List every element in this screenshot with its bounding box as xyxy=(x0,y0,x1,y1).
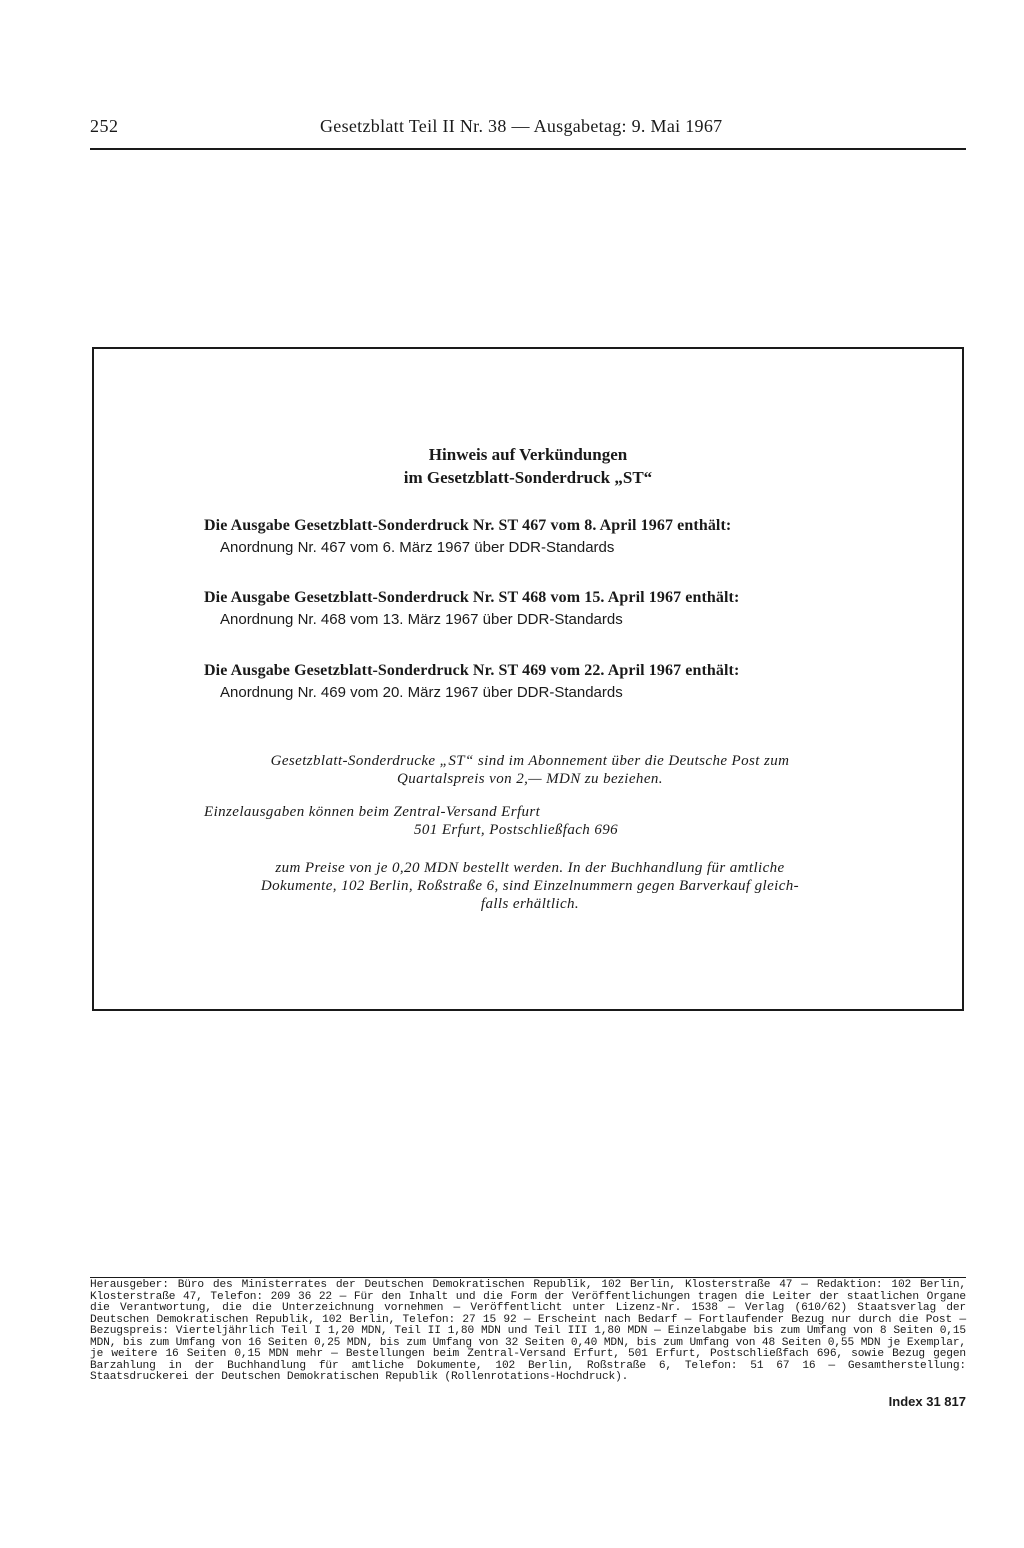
page-number: 252 xyxy=(90,116,119,136)
header-rule xyxy=(90,148,966,150)
issue-title: Die Ausgabe Gesetzblatt-Sonderdruck Nr. ST 467 vom 8. April 1967 enthält: xyxy=(204,517,732,534)
price-note xyxy=(204,859,856,913)
issue-content: Anordnung Nr. 467 vom 6. März 1967 über DDR-Standards xyxy=(220,539,615,556)
single-issue-line1: Einzelausgaben können beim Zentral-Versand Erfurt xyxy=(204,804,541,820)
issue-content: Anordnung Nr. 468 vom 13. März 1967 über DDR-Standards xyxy=(220,611,623,628)
imprint: Herausgeber: Büro des Ministerrates der Deutschen Demokratischen Republik, 102 Berlin, Klosterstraße 47 — Redaktion: 102 Berlin, Klosterstraße 47, Telefon: 209 36 22 — Für den Inhalt und die Form der Veröffentlichungen tragen die Leiter der staatlichen Organe die Verantwortung, die die Unterzeichnung vornehmen — Veröffentlicht unter Lizenz-Nr. 1538 — Verlag (610/62) Staatsverlag der Deutschen Demokratischen Republik, 102 Berlin, Telefon: 27 15 92 — Erscheint nach Bedarf — Fortlaufender Bezug nur durch die Post — Bezugspreis: Vierteljährlich Teil I 1,20 MDN, Teil II 1,80 MDN und Teil III 1,80 MDN — Einzelabgabe bis zum Umfang von 8 Seiten 0,15 MDN, bis zum Umfang von 16 Seiten 0,25 MDN, bis zum Umfang von 32 Seiten 0,40 MDN, bis zum Umfang von 48 Seiten 0,55 MDN je Exemplar, je weitere 16 Seiten 0,15 MDN mehr — Bestellungen beim Zentral-Versand Erfurt, 501 Erfurt, Postschließfach 696, sowie Bezug gegen Barzahlung in der Buchhandlung für amtliche Dokumente, 102 Berlin, Roßstraße 6, Telefon: 51 67 16 — Gesamtherstellung: Staatsdruckerei der Deutschen Demokratischen Republik (Rollenrotations-Hochdruck). xyxy=(90,1279,966,1383)
single-issue-note xyxy=(204,803,856,839)
subscription-line2: Quartalspreis von 2,— MDN zu beziehen. xyxy=(397,771,663,787)
issue-entry xyxy=(204,515,731,559)
notice-heading xyxy=(94,443,962,489)
price-line1: zum Preise von je 0,20 MDN bestellt werden. In der Buchhandlung für amtliche xyxy=(275,860,785,876)
issue-entry xyxy=(204,587,739,631)
issue-title: Die Ausgabe Gesetzblatt-Sonderdruck Nr. ST 468 vom 15. April 1967 enthält: xyxy=(204,589,740,606)
notice-heading-line2: im Gesetzblatt-Sonderdruck „ST“ xyxy=(403,468,653,487)
issue-entry xyxy=(204,660,739,704)
subscription-line1: Gesetzblatt-Sonderdrucke „ST“ sind im Abonnement über die Deutsche Post zum xyxy=(270,753,790,769)
price-line3: falls erhältlich. xyxy=(480,896,580,912)
index-label: Index 31 817 xyxy=(888,1394,966,1409)
single-issue-line2: 501 Erfurt, Postschließfach 696 xyxy=(414,822,619,838)
running-head: Gesetzblatt Teil II Nr. 38 — Ausgabetag: 9. Mai 1967 xyxy=(320,116,723,136)
subscription-note xyxy=(204,752,856,788)
notice-box xyxy=(92,347,964,1011)
notice-heading-line1: Hinweis auf Verkündungen xyxy=(428,445,628,464)
price-line2: Dokumente, 102 Berlin, Roßstraße 6, sind Einzelnummern gegen Barverkauf gleich- xyxy=(260,878,800,894)
issue-title: Die Ausgabe Gesetzblatt-Sonderdruck Nr. ST 469 vom 22. April 1967 enthält: xyxy=(204,662,740,679)
issue-content: Anordnung Nr. 469 vom 20. März 1967 über DDR-Standards xyxy=(220,684,623,701)
